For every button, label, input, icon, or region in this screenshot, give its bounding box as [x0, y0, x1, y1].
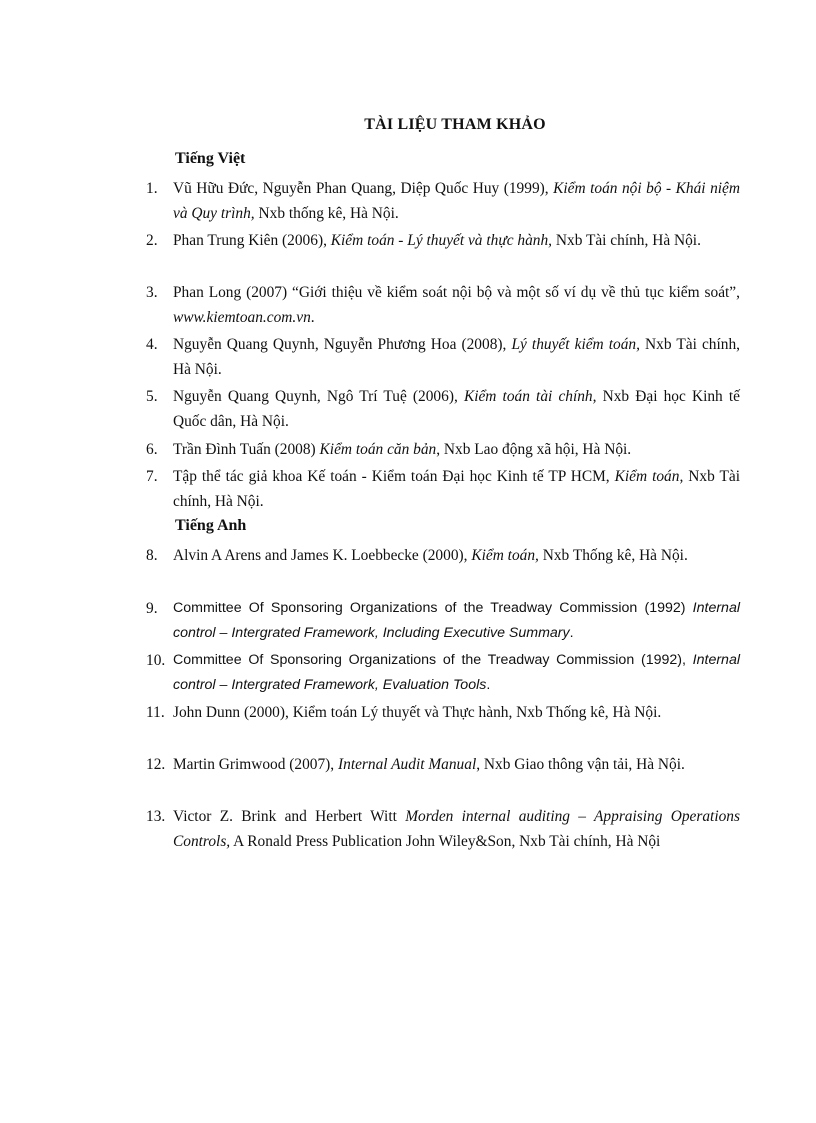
reference-text: Phan Long (2007) “Giới thiệu về kiểm soát nội bộ và một số ví dụ về thủ tục kiểm soát”, www.kiemtoan.com.vn. [173, 284, 740, 326]
reference-item [146, 752, 740, 777]
reference-item [146, 804, 740, 854]
reference-item [146, 700, 740, 725]
reference-item [146, 176, 740, 226]
reference-number: 1. [146, 180, 158, 197]
reference-text: Victor Z. Brink and Herbert Witt Morden internal auditing – Appraising Operations Controls, A Ronald Press Publication John Wiley&Son, Nxb Tài chính, Hà Nội [173, 808, 740, 850]
reference-text: Trần Đình Tuấn (2008) Kiểm toán căn bản, Nxb Lao động xã hội, Hà Nội. [173, 441, 632, 458]
page-title: TÀI LIỆU THAM KHẢO [364, 116, 546, 133]
reference-text: Nguyễn Quang Quynh, Ngô Trí Tuệ (2006), Kiểm toán tài chính, Nxb Đại học Kinh tế Quốc dân, Hà Nội. [173, 388, 740, 430]
reference-item [146, 384, 740, 434]
reference-text: Tập thể tác giả khoa Kế toán - Kiểm toán Đại học Kinh tế TP HCM, Kiểm toán, Nxb Tài chính, Hà Nội. [173, 468, 740, 510]
reference-text: Phan Trung Kiên (2006), Kiểm toán - Lý thuyết và thực hành, Nxb Tài chính, Hà Nội. [173, 232, 701, 249]
reference-number: 7. [146, 468, 158, 485]
reference-number: 2. [146, 232, 158, 249]
reference-number: 6. [146, 441, 158, 458]
reference-number: 5. [146, 388, 158, 405]
section-heading-english: Tiếng Anh [175, 517, 247, 534]
reference-number: 10. [146, 652, 166, 669]
reference-item [146, 280, 740, 330]
reference-number: 9. [146, 600, 158, 617]
reference-number: 4. [146, 336, 158, 353]
reference-item [146, 332, 740, 382]
reference-number: 13. [146, 808, 166, 825]
reference-number: 11. [146, 704, 165, 721]
reference-item [146, 648, 740, 698]
reference-number: 12. [146, 756, 166, 773]
reference-number: 3. [146, 284, 158, 301]
reference-text: John Dunn (2000), Kiểm toán Lý thuyết và Thực hành, Nxb Thống kê, Hà Nội. [173, 704, 662, 721]
reference-item [146, 464, 740, 514]
section-heading-vietnamese: Tiếng Việt [175, 150, 246, 167]
reference-item [146, 437, 740, 462]
reference-item [146, 228, 740, 253]
reference-text: Nguyễn Quang Quynh, Nguyễn Phương Hoa (2008), Lý thuyết kiểm toán, Nxb Tài chính, Hà Nội. [173, 336, 740, 378]
reference-text: Committee Of Sponsoring Organizations of the Treadway Commission (1992) Internal control – Intergrated Framework, Including Executive Summary. [173, 600, 740, 641]
reference-number: 8. [146, 547, 158, 564]
reference-text: Vũ Hữu Đức, Nguyễn Phan Quang, Diệp Quốc Huy (1999), Kiểm toán nội bộ - Khái niệm và Quy trình, Nxb thống kê, Hà Nội. [173, 180, 740, 222]
reference-text: Alvin A Arens and James K. Loebbecke (2000), Kiểm toán, Nxb Thống kê, Hà Nội. [173, 547, 688, 564]
reference-text: Committee Of Sponsoring Organizations of the Treadway Commission (1992), Internal control – Intergrated Framework, Evaluation Tools. [173, 652, 740, 693]
reference-item [146, 543, 740, 568]
reference-item [146, 596, 740, 646]
reference-text: Martin Grimwood (2007), Internal Audit Manual, Nxb Giao thông vận tải, Hà Nội. [173, 756, 685, 773]
